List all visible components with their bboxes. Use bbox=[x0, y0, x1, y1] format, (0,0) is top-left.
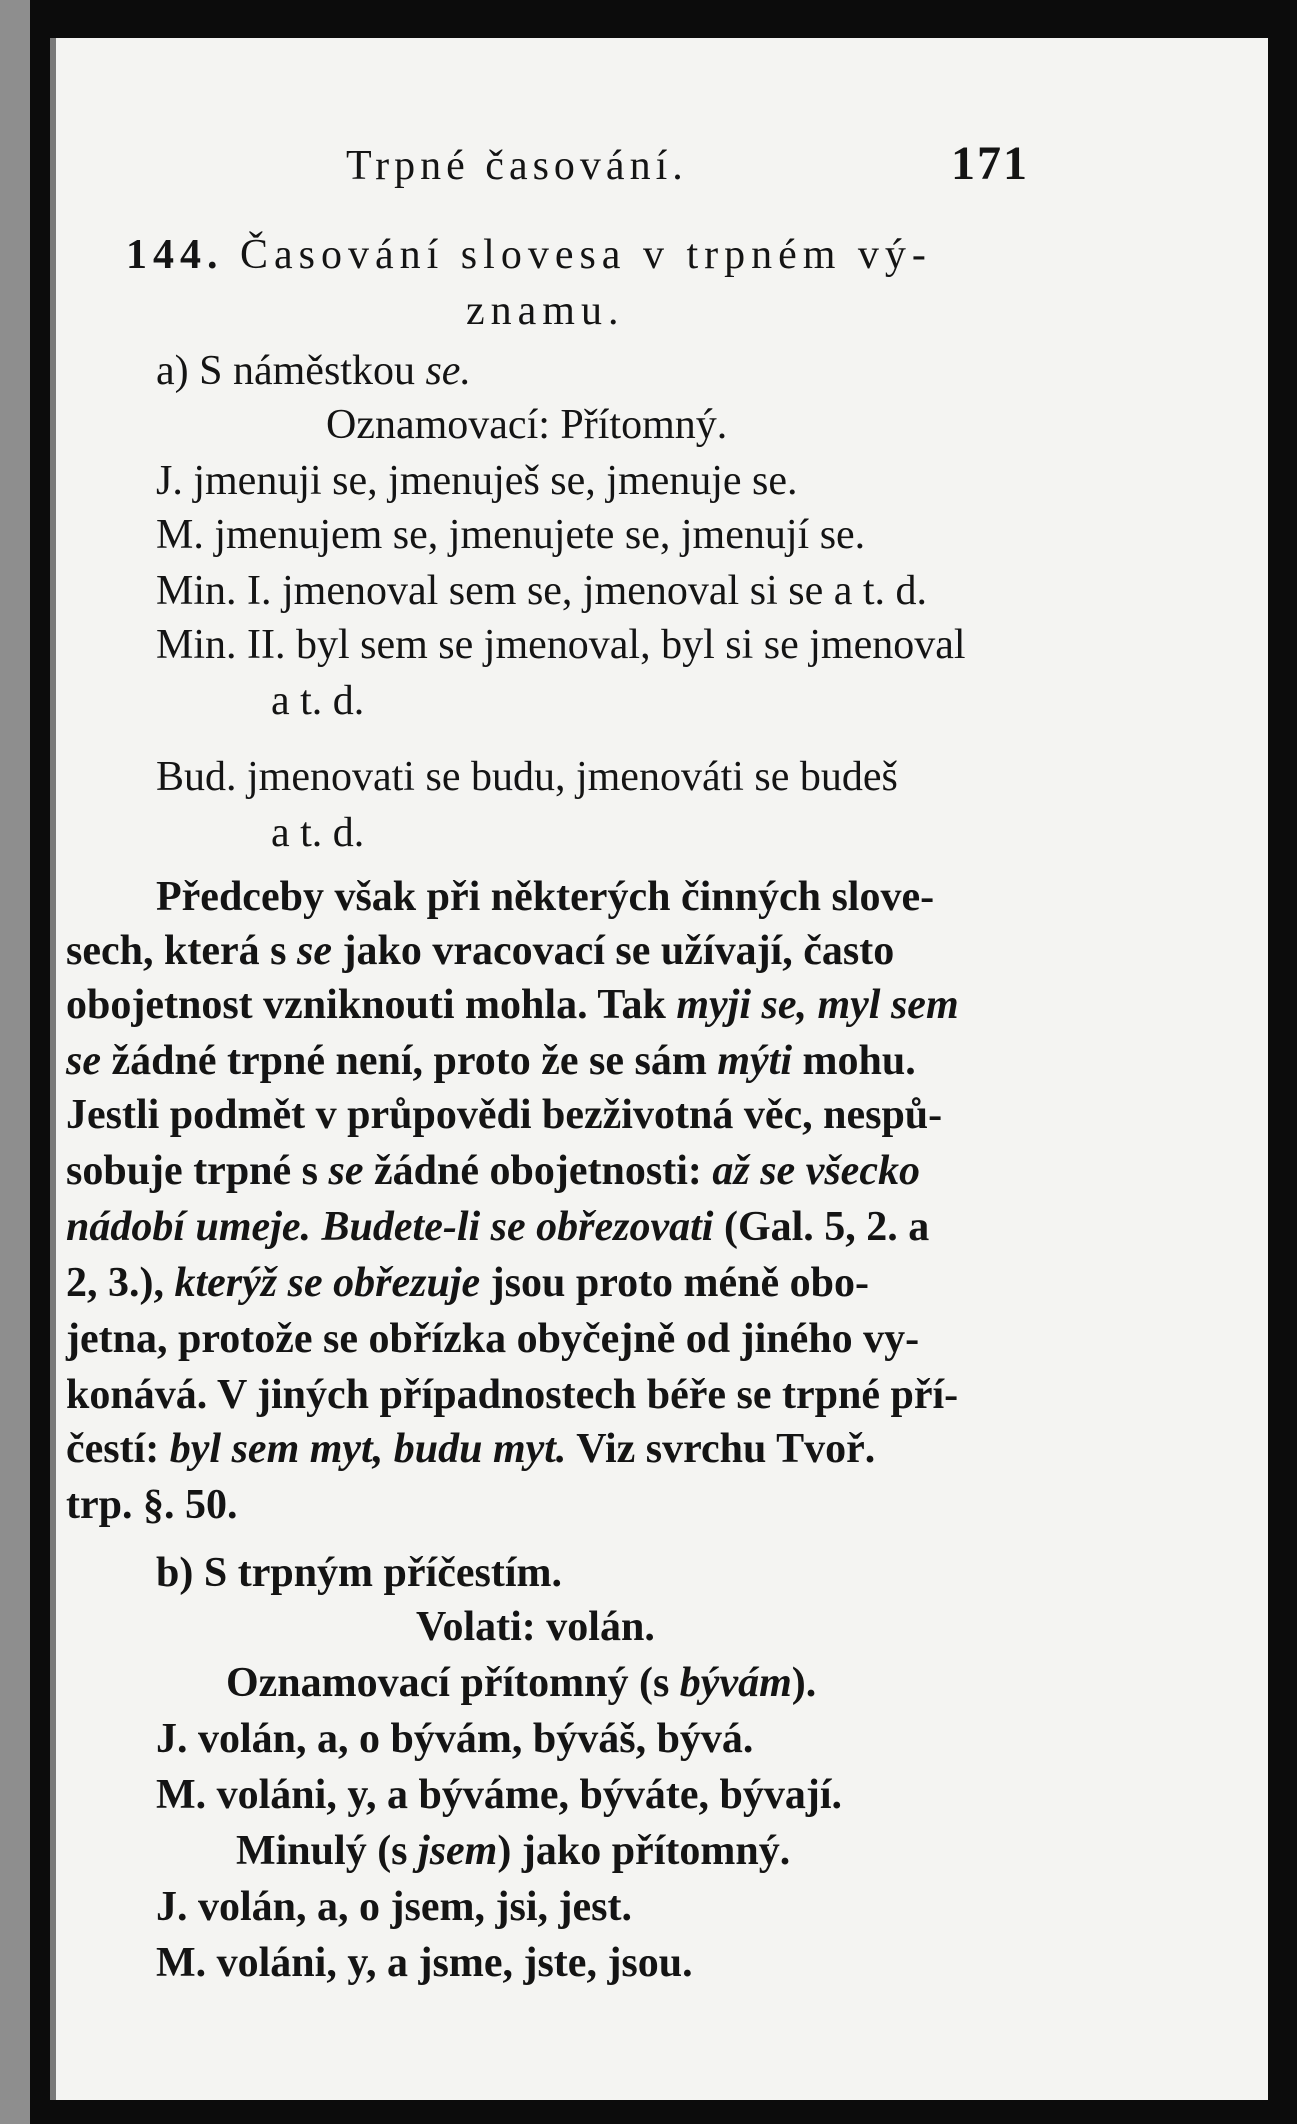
part-b-present-heading bbox=[226, 1656, 816, 1710]
paragraph-italic: se bbox=[66, 1038, 101, 1084]
conjugation-row: M. voláni, y, a býváme, býváte, bývají. bbox=[156, 1772, 843, 1818]
conjugation-row: M. jmenujem se, jmenujete se, jmenují se. bbox=[156, 512, 866, 558]
part-b-past-heading bbox=[236, 1824, 790, 1878]
heading-text: ) jako přítomný. bbox=[497, 1828, 791, 1874]
conjugation-row: J. jmenuji se, jmenuješ se, jmenuje se. bbox=[156, 458, 798, 504]
paragraph-text: žádné obojetnosti: bbox=[374, 1148, 702, 1194]
page-number: 171 bbox=[951, 137, 1029, 190]
part-a-subheading: Oznamovací: Přítomný. bbox=[326, 402, 728, 448]
book-page bbox=[50, 38, 1268, 2100]
part-b-label: b) S trpným příčestím. bbox=[156, 1550, 562, 1596]
paragraph-italic: byl sem myt, budu myt. bbox=[169, 1426, 567, 1472]
paragraph-line: konává. V jiných případnostech béře se trpné pří- bbox=[66, 1372, 959, 1418]
heading-italic: jsem bbox=[418, 1828, 498, 1874]
book-left-edge bbox=[0, 0, 30, 2124]
paragraph-italic: se bbox=[328, 1148, 364, 1194]
paragraph-text: sech, která s bbox=[66, 928, 287, 974]
paragraph-italic: se bbox=[296, 928, 332, 974]
paragraph-line: trp. §. 50. bbox=[66, 1482, 238, 1528]
conjugation-row: a t. d. bbox=[271, 678, 365, 724]
section-heading-line1 bbox=[126, 228, 932, 282]
running-title: Trpné časování. bbox=[346, 143, 688, 189]
conjugation-row: a t. d. bbox=[271, 810, 365, 856]
paragraph-italic: mýti bbox=[717, 1038, 792, 1084]
paragraph-text: Viz svrchu Tvoř. bbox=[576, 1426, 876, 1472]
part-b-volati: Volati: volán. bbox=[416, 1604, 655, 1650]
paragraph-line bbox=[66, 1256, 869, 1310]
paragraph-line bbox=[66, 924, 894, 978]
heading-text: Oznamovací přítomný (s bbox=[226, 1660, 670, 1706]
paragraph-line: Předceby však při některých činných slove- bbox=[156, 874, 935, 920]
paragraph-text: mohu. bbox=[802, 1038, 916, 1084]
paragraph-line bbox=[66, 1034, 916, 1088]
paragraph-text: sobuje trpné s bbox=[66, 1148, 319, 1194]
paragraph-text: jako vracovací se užívají, často bbox=[342, 928, 895, 974]
paragraph-line: Jestli podmět v průpovědi bezživotná věc, nespů- bbox=[66, 1092, 943, 1138]
conjugation-row: M. voláni, y, a jsme, jste, jsou. bbox=[156, 1940, 693, 1986]
paragraph-text: (Gal. 5, 2. a bbox=[723, 1204, 930, 1250]
section-title-line2: znamu. bbox=[466, 288, 625, 334]
section-title-line1: Časování slovesa v trpném vý- bbox=[240, 232, 932, 278]
paragraph-text: jsou proto méně obo- bbox=[490, 1260, 870, 1306]
conjugation-row: Min. II. byl sem se jmenoval, byl si se jmenoval bbox=[156, 622, 966, 668]
paragraph-line bbox=[66, 1144, 920, 1198]
paragraph-line: jetna, protože se obřízka obyčejně od jiného vy- bbox=[66, 1316, 920, 1362]
part-a-label bbox=[156, 344, 471, 398]
paragraph-line bbox=[66, 1422, 875, 1476]
heading-text: ). bbox=[791, 1660, 817, 1706]
paragraph-text: obojetnost vzniknouti mohla. Tak bbox=[66, 982, 666, 1028]
conjugation-row: J. volán, a, o bývám, býváš, bývá. bbox=[156, 1716, 754, 1762]
paragraph-italic: kterýž se obřezuje bbox=[174, 1260, 481, 1306]
part-a-label-text: a) S náměstkou bbox=[156, 348, 415, 394]
heading-text: Minulý (s bbox=[236, 1828, 408, 1874]
paragraph-text: 2, 3.), bbox=[66, 1260, 164, 1306]
conjugation-row: Min. I. jmenoval sem se, jmenoval si se a t. d. bbox=[156, 568, 928, 614]
paragraph-italic: až se všecko bbox=[712, 1148, 920, 1194]
paragraph-line bbox=[66, 978, 959, 1032]
section-number: 144. bbox=[126, 232, 224, 278]
paragraph-text: žádné trpné není, proto že se sám bbox=[111, 1038, 707, 1084]
paragraph-italic: nádobí umeje. bbox=[66, 1204, 312, 1250]
paragraph-text: čestí: bbox=[66, 1426, 160, 1472]
heading-italic: bývám bbox=[679, 1660, 792, 1706]
paragraph-italic: myji se, myl sem bbox=[676, 982, 959, 1028]
conjugation-row: J. volán, a, o jsem, jsi, jest. bbox=[156, 1884, 632, 1930]
paragraph-line bbox=[66, 1200, 929, 1254]
paragraph-italic: Budete-li se obřezovati bbox=[321, 1204, 714, 1250]
part-a-label-se: se. bbox=[425, 348, 471, 394]
conjugation-row: Bud. jmenovati se budu, jmenováti se budeš bbox=[156, 754, 898, 800]
